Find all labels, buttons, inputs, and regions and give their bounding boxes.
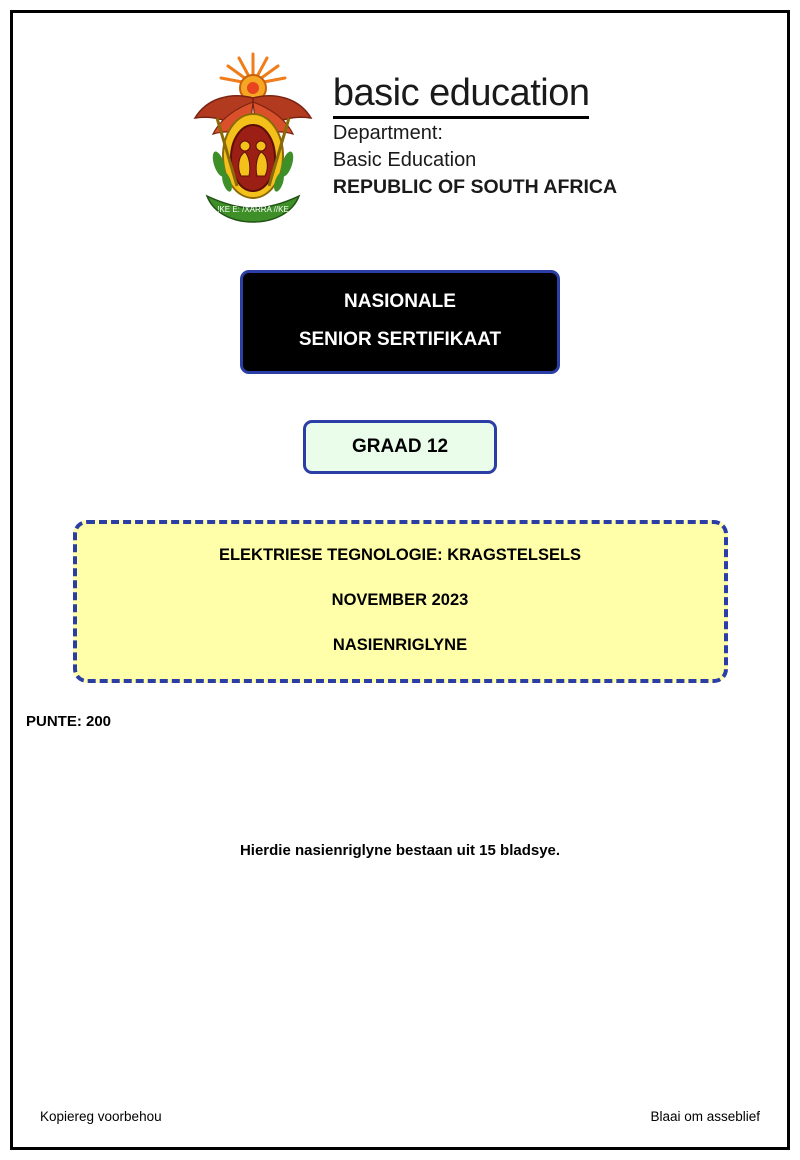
- department-branding: [333, 46, 617, 199]
- svg-text:!KE E: /XARRA //KE: !KE E: /XARRA //KE: [217, 205, 289, 214]
- document-type: NASIENRIGLYNE: [332, 635, 468, 654]
- document-header: [26, 26, 774, 226]
- certificate-box-row: [26, 226, 774, 374]
- subject-box-row: [26, 474, 774, 683]
- certificate-line-2: SENIOR SERTIFIKAAT: [298, 328, 502, 350]
- total-marks: PUNTE: 200: [26, 712, 112, 730]
- south-african-coat-of-arms-icon: [183, 46, 323, 226]
- subject-title: ELEKTRIESE TEGNOLOGIE: KRAGSTELSELS: [218, 545, 582, 564]
- footer-copyright: Kopiereg voorbehou: [40, 1109, 162, 1124]
- exam-date: NOVEMBER 2023: [331, 590, 469, 609]
- page-content: [26, 26, 774, 1134]
- subject-details-box: [73, 520, 728, 683]
- grade-box-row: [26, 374, 774, 474]
- certificate-line-1: NASIONALE: [344, 291, 456, 312]
- department-line-3: REPUBLIC OF SOUTH AFRICA: [332, 176, 618, 198]
- brand-title: basic education: [333, 74, 590, 119]
- footer-turn-over: Blaai om asseblief: [650, 1109, 760, 1124]
- page-footer: [40, 1109, 760, 1124]
- grade-box: GRAAD 12: [303, 420, 497, 474]
- page-count-note: Hierdie nasienriglyne bestaan uit 15 bladsye.: [239, 841, 561, 859]
- national-senior-certificate-box: [240, 270, 560, 374]
- department-line-2: Basic Education: [332, 149, 477, 171]
- department-line-1: Department:: [332, 122, 443, 144]
